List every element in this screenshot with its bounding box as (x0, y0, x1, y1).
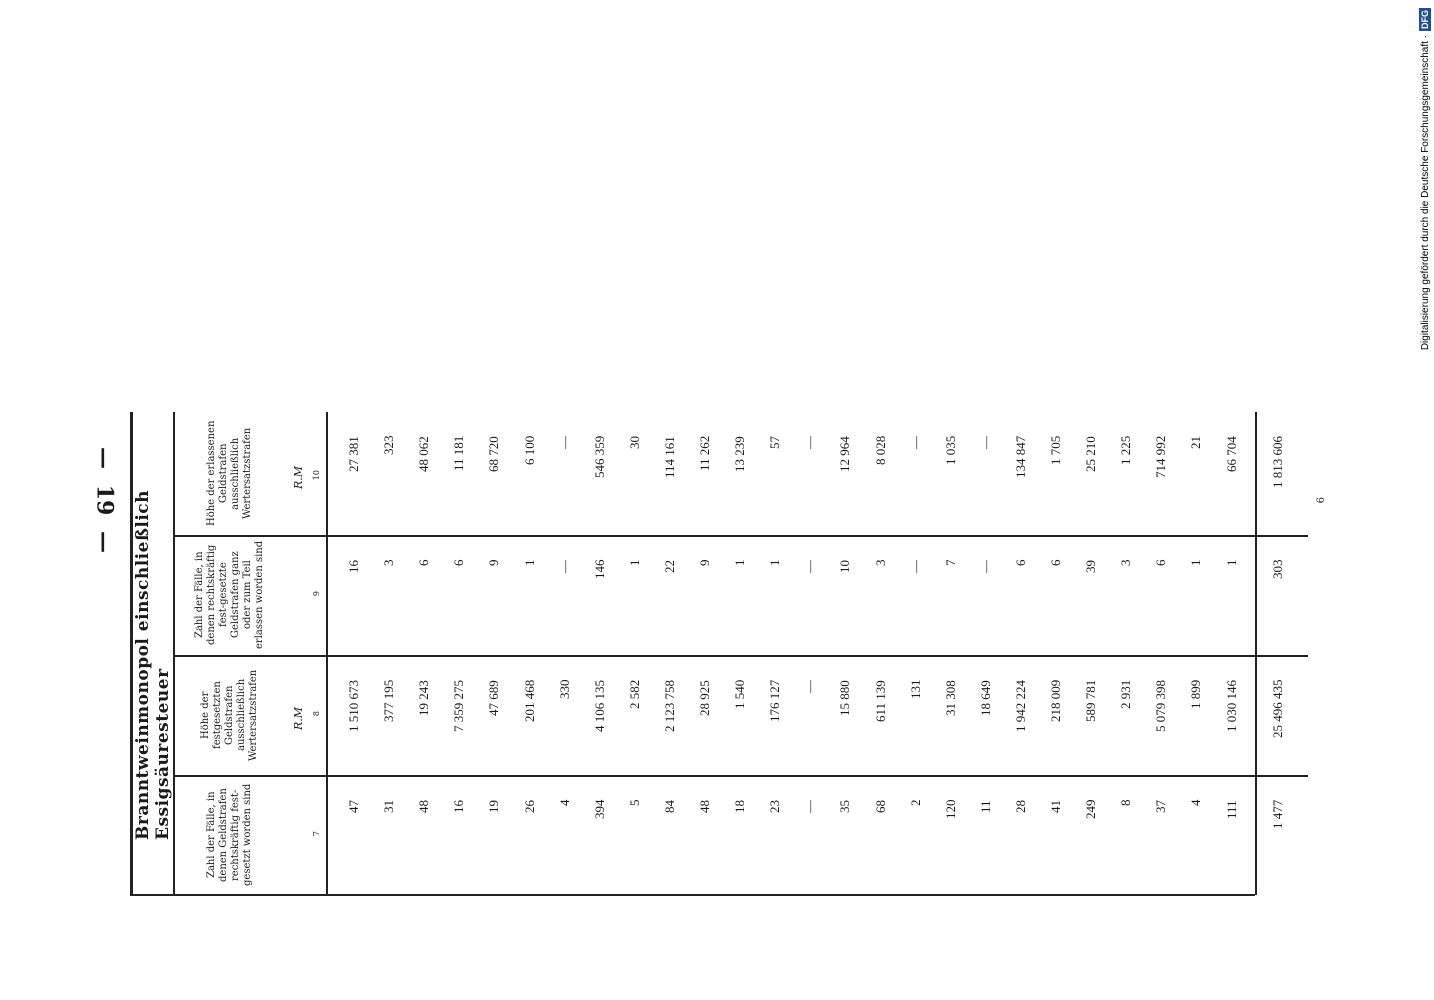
table-cell: 31 308 (942, 680, 958, 716)
table-cell: — (907, 560, 923, 573)
table-cell: 1 (767, 560, 783, 567)
table-cell: 19 (486, 800, 502, 813)
table-cell: 18 (732, 800, 748, 813)
page-number-value: 19 (91, 484, 117, 516)
table-cell: 48 (416, 800, 432, 813)
table-cell: 47 689 (486, 680, 502, 716)
table-cell: 84 (661, 800, 677, 813)
table-cell: 6 (1012, 560, 1028, 567)
table-cell: 22 (661, 560, 677, 573)
table-cell: 330 (556, 680, 572, 700)
column-header: Zahl der Fälle, in denen rechtskräftig fest-gesetzte Geldstrafen ganz oder zum Teil erlassen worden sind (194, 540, 265, 650)
total-cell: 303 (1270, 560, 1285, 580)
column-header: Zahl der Fälle, in denen Geldstrafen rechtskräftig fest-gesetzt worden sind (206, 783, 253, 887)
table-cell: 249 (1083, 800, 1099, 820)
table-cell: 12 964 (837, 436, 853, 472)
digitization-credit (1418, 8, 1432, 398)
table-cell: 18 649 (977, 680, 993, 716)
table-cell: 6 100 (521, 436, 537, 466)
column-unit: R.M (292, 707, 305, 731)
table-cell: 28 925 (697, 680, 712, 716)
table-cell: — (556, 436, 572, 449)
table-cell: 1 (732, 560, 748, 567)
table-cell: 394 (591, 800, 607, 820)
table-cell: 1 (521, 560, 537, 567)
table-cell: 37 (1153, 800, 1169, 813)
table-title: Branntweinmonopol einschließlich Essigsäuresteuer (133, 490, 173, 840)
table-cell: 48 (697, 800, 712, 813)
dash-right: — (91, 531, 117, 553)
table-cell: 41 (1048, 800, 1063, 813)
table-cell: 546 359 (591, 436, 607, 479)
column-separator (173, 655, 1308, 657)
table-cell: 1 540 (732, 680, 748, 710)
column-header: Höhe der erlassenen Geldstrafen ausschließlich Wertersatzstrafen (206, 420, 253, 527)
table-cell: 1 (626, 560, 642, 567)
dfg-logo: DFG (1420, 10, 1430, 29)
table-cell: 1 899 (1188, 680, 1204, 710)
table-cell: 11 262 (697, 436, 712, 472)
table-cell: 5 079 398 (1153, 680, 1169, 732)
dash-left: — (91, 447, 117, 469)
total-cell: 1 477 (1270, 800, 1285, 830)
table-cell: 4 (556, 800, 572, 807)
table-cell: 2 (907, 800, 923, 807)
column-separator (173, 535, 1308, 537)
table-cell: 176 127 (767, 680, 783, 723)
table-cell: 3 (381, 560, 397, 567)
table-cell: — (802, 560, 818, 573)
table-cell: 7 (942, 560, 958, 567)
table-cell: 10 (837, 560, 853, 573)
table-cell: 66 704 (1223, 436, 1239, 472)
table-cell: 1 510 673 (346, 680, 361, 732)
table-cell: 5 (626, 800, 642, 807)
table-cell: 2 123 758 (661, 680, 677, 732)
table-cell: — (907, 436, 923, 449)
table-cell: 4 106 135 (591, 680, 607, 732)
column-number: 7 (312, 831, 321, 837)
column-number: 8 (312, 711, 321, 717)
table-cell: 9 (697, 560, 712, 567)
page-number (92, 445, 116, 555)
table-cell: 1 030 146 (1223, 680, 1239, 732)
table-cell: 23 (767, 800, 783, 813)
table-cell: 11 181 (451, 436, 467, 472)
table-cell: 39 (1083, 560, 1099, 573)
table-top-rule (130, 412, 133, 895)
table-cell: 68 (872, 800, 888, 813)
table-cell: 134 847 (1012, 436, 1028, 479)
table-cell: 2 931 (1118, 680, 1134, 710)
table-cell: 377 195 (381, 680, 397, 723)
table-cell: 131 (907, 680, 923, 700)
table-cell: 3 (1118, 560, 1134, 567)
table-cell: 16 (451, 800, 467, 813)
table-cell: 6 (451, 560, 467, 567)
credit-text: Digitalisierung gefördert durch die Deutsche Forschungsgemeinschaft · (1419, 35, 1431, 351)
column-number: 9 (312, 591, 321, 597)
table-cell: 25 210 (1083, 436, 1099, 472)
table-cell: — (802, 680, 818, 693)
table-cell: 8 028 (872, 436, 888, 466)
table-cell: 114 161 (661, 436, 677, 478)
header-rule (326, 412, 328, 895)
table-cell: 8 (1118, 800, 1134, 807)
table-cell: 111 (1223, 800, 1239, 819)
column-separator (173, 775, 1308, 777)
table-cell: 1 035 (942, 436, 958, 466)
total-rule (1255, 412, 1257, 895)
column-number: 10 (312, 469, 321, 480)
table-cell: 19 243 (416, 680, 432, 716)
table-cell: 3 (872, 560, 888, 567)
total-cell: 1 813 606 (1270, 436, 1285, 488)
table-cell: — (977, 436, 993, 449)
title-rule (173, 412, 175, 895)
table-cell: 1 942 224 (1012, 680, 1028, 732)
table-cell: 6 (416, 560, 432, 567)
table-cell: 9 (486, 560, 502, 567)
table-cell: 6 (1048, 560, 1063, 567)
table-cell: 1 (1188, 560, 1204, 567)
table-cell: 28 (1012, 800, 1028, 813)
table-cell: — (556, 560, 572, 573)
table-cell: 218 009 (1048, 680, 1063, 723)
table-cell: 11 (977, 800, 993, 813)
table-cell: 589 781 (1083, 680, 1099, 723)
table-cell: — (977, 560, 993, 573)
table-cell: 2 582 (626, 680, 642, 710)
column-unit: R.M (292, 465, 305, 489)
footnote: 6 (1316, 497, 1327, 504)
column-header: Höhe der festgesetzten Geldstrafen ausschließlich Wertersatzstrafen (200, 669, 259, 761)
table-cell: 47 (346, 800, 361, 813)
table-cell: 6 (1153, 560, 1169, 567)
total-cell: 25 496 435 (1270, 680, 1285, 739)
table-cell: 21 (1188, 436, 1204, 449)
table-cell: 201 468 (521, 680, 537, 723)
table-cell: 146 (591, 560, 607, 580)
table-cell: 48 062 (416, 436, 432, 472)
table-cell: 68 720 (486, 436, 502, 472)
table-cell: 13 239 (732, 436, 748, 472)
table-cell: — (802, 436, 818, 449)
table-cell: 714 992 (1153, 436, 1169, 479)
table-cell: 27 381 (346, 436, 361, 472)
table-cell: — (802, 800, 818, 813)
table-cell: 30 (626, 436, 642, 449)
table-cell: 4 (1188, 800, 1204, 807)
table-cell: 120 (942, 800, 958, 820)
bottom-rule (130, 894, 1255, 896)
table-cell: 323 (381, 436, 397, 456)
table-cell: 26 (521, 800, 537, 813)
table-cell: 16 (346, 560, 361, 573)
table-cell: 7 359 275 (451, 680, 467, 732)
table-cell: 1 (1223, 560, 1239, 567)
table-cell: 15 880 (837, 680, 853, 716)
table-cell: 31 (381, 800, 397, 813)
table-cell: 57 (767, 436, 783, 449)
table-cell: 611 139 (872, 680, 888, 722)
table-cell: 35 (837, 800, 853, 813)
table-cell: 1 705 (1048, 436, 1063, 466)
table-cell: 1 225 (1118, 436, 1134, 466)
